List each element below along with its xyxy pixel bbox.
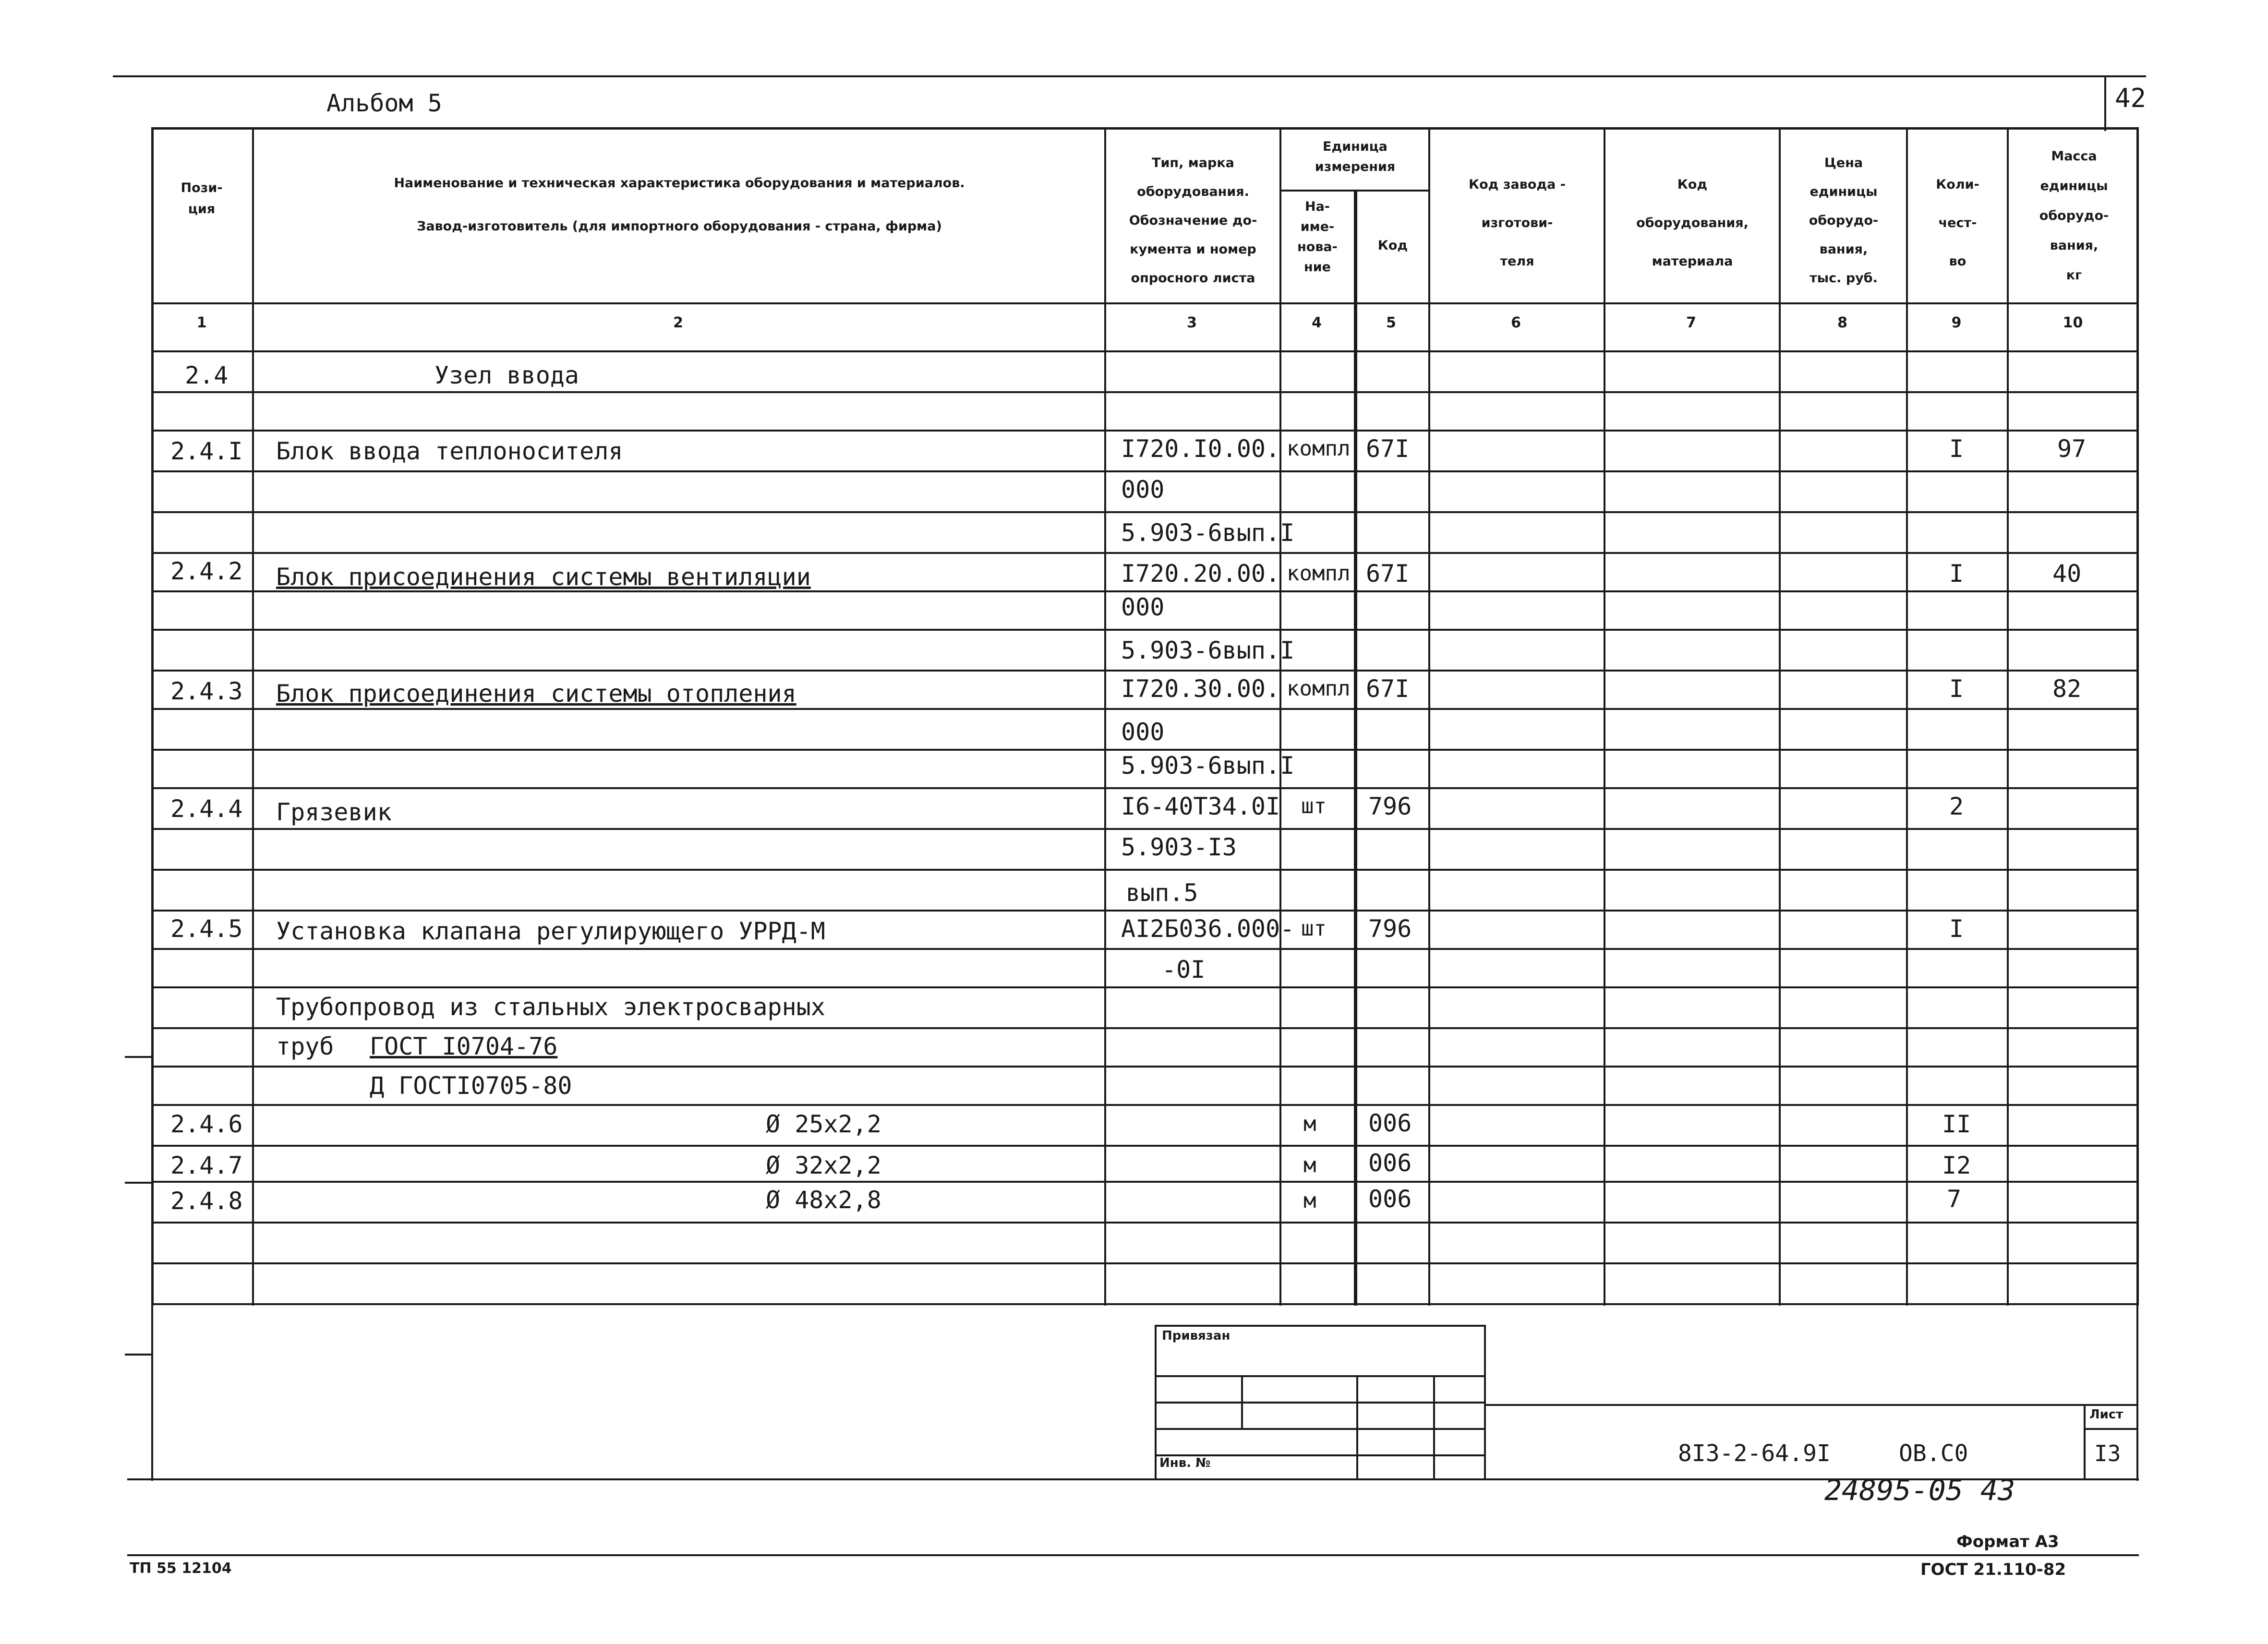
row-code: 006 [1368,1185,1412,1213]
row-line [151,828,2139,830]
row-mass: 40 [2052,560,2082,588]
pipe-title: Трубопровод из стальных электросварных [276,993,825,1021]
row-name: Ø 25х2,2 [766,1110,881,1138]
col-number: 3 [1187,314,1197,331]
row-pos: 2.4.2 [170,557,243,585]
row-name: Блок присоединения системы вентиляции [276,563,811,591]
row-code: 67I [1366,560,1410,588]
col3-header: Тип, марка оборудования. Обозначение до- кумента и номер опросного листа [1129,156,1257,286]
col-line [1354,190,1357,1306]
col8-header: Цена единицы оборудо- вания, тыс. руб. [1809,156,1879,286]
row-unit: компл [1287,676,1351,701]
printer-code: ТП 55 12104 [130,1560,232,1577]
unit-group-header: Единица измерения [1315,139,1396,174]
row-type: I720.20.00. [1121,560,1280,588]
row-unit: м [1303,1153,1316,1177]
sheet-code: ОВ.С0 [1899,1440,1968,1467]
row-line [151,910,2139,912]
row-line [151,430,2139,432]
row-pos: 2.4 [185,361,229,389]
row-line [151,1181,2139,1183]
sheet-number: I3 [2094,1440,2121,1466]
row-type: 000 [1121,718,1165,746]
col10-header: Масса единицы оборудо- вания, кг [2039,149,2109,283]
col-number: 9 [1951,314,1962,331]
row-line [151,1027,2139,1029]
col9-header: Коли- чест- во [1936,177,1979,269]
row-line [151,391,2139,393]
margin-tick [125,1056,151,1058]
row-name: Блок присоединения системы отопления [276,680,796,708]
row-line [151,629,2139,631]
row-code: 006 [1368,1109,1412,1137]
format-label: Формат А3 [1956,1532,2059,1551]
col5-header: Код [1377,238,1408,253]
inventory-label: Инв. № [1159,1456,1211,1470]
row-type: вып.5 [1126,879,1198,907]
col2-header-line1: Наименование и техническая характеристика оборудования и материалов. [394,176,965,191]
stamp-col [1356,1375,1358,1478]
row-type: 5.903-6вып.I [1121,752,1295,780]
album-label: Альбом 5 [326,89,442,117]
row-qty: I2 [1942,1152,1971,1179]
row-pos: 2.4.7 [170,1152,243,1179]
row-line [151,1222,2139,1224]
row-line [151,1145,2139,1147]
stamp-line [1155,1428,1486,1430]
table-bottom [151,1303,2139,1305]
row-line [151,787,2139,789]
pipe-gost: ГОСТ I0704-76 [370,1032,558,1060]
row-unit: шт [1301,794,1327,818]
row-name: Узел ввода [434,361,579,389]
row-line [151,470,2139,472]
row-name: Блок ввода теплоносителя [276,437,623,465]
row-type: АI2Б036.000- [1121,915,1295,943]
row-qty: I [1949,915,1964,943]
row-line [151,670,2139,672]
row-type: I6-40Т34.0I [1121,792,1280,820]
col4-header: На- име- нова- ние [1297,199,1338,275]
row-qty: I [1949,560,1964,588]
row-pos: 2.4.5 [170,915,243,943]
footer-rule [127,1554,2139,1556]
row-line [151,708,2139,710]
top-right-rule [2104,75,2106,131]
title-block-top [1486,1404,2136,1406]
row-line [151,948,2139,950]
row-code: 67I [1366,675,1410,703]
col-number: 10 [2063,314,2083,331]
row-line [151,511,2139,513]
row-name: Ø 48х2,8 [766,1186,881,1214]
row-qty: I [1949,435,1964,463]
row-code: 796 [1368,915,1412,943]
col-number: 5 [1386,314,1396,331]
margin-tick [125,1354,151,1356]
handwritten-number: 24895-05 43 [1824,1474,2015,1507]
row-line [151,1104,2139,1106]
row-name: Грязевик [276,798,392,826]
pipe-gost: Д ГОСТI0705-80 [370,1072,572,1100]
frame-right [2136,1303,2138,1481]
row-qty: 2 [1949,792,1964,820]
row-type: 5.903-I3 [1121,833,1237,861]
col-number: 2 [673,314,683,331]
row-unit: шт [1301,916,1327,941]
col2-header-line2: Завод-изготовитель (для импортного оборудования - страна, фирма) [417,219,942,234]
col6-header: Код завода - изготови- теля [1469,177,1566,269]
row-type: I720.30.00. [1121,675,1280,703]
stamp-col [1433,1375,1435,1478]
row-pos: 2.4.8 [170,1187,243,1215]
row-code: 796 [1368,792,1412,820]
col-number: 1 [196,314,207,331]
row-line [151,749,2139,751]
row-unit: м [1303,1112,1316,1136]
numbers-bottom [151,350,2139,352]
row-type: 5.903-6вып.I [1121,519,1295,547]
row-line [151,986,2139,988]
pipe-title: труб [276,1032,334,1060]
row-line [151,552,2139,554]
row-pos: 2.4.I [170,437,243,465]
sheet-divider [2084,1428,2136,1430]
top-rule [113,75,2146,77]
row-mass: 97 [2057,435,2087,463]
row-unit: компл [1287,561,1351,586]
sheet-col [2084,1404,2086,1478]
col7-header: Код оборудования, материала [1636,177,1749,269]
row-line [151,869,2139,871]
col-number: 7 [1686,314,1696,331]
row-type: -0I [1162,956,1206,984]
row-line [151,1066,2139,1068]
page-number: 42 [2115,83,2147,113]
row-qty: II [1942,1110,1971,1138]
privyazan-label: Привязан [1162,1329,1231,1343]
row-type: 000 [1121,476,1165,504]
col-number: 6 [1511,314,1521,331]
row-line [151,1262,2139,1264]
header-unit-divider [1279,190,1428,192]
stamp-col [1241,1375,1243,1428]
col-number: 4 [1312,314,1322,331]
row-type: I720.I0.00. [1121,435,1280,463]
frame-left [151,1303,153,1481]
row-type: 000 [1121,593,1165,621]
header-bottom [151,302,2139,304]
row-name: Ø 32х2,2 [766,1152,881,1179]
row-unit: м [1303,1188,1316,1213]
sheet-label: Лист [2089,1407,2123,1422]
row-mass: 82 [2052,675,2082,703]
stamp-line [1155,1402,1486,1404]
row-qty: I [1949,675,1964,703]
row-type: 5.903-6вып.I [1121,636,1295,664]
row-code: 67I [1366,435,1410,463]
row-code: 006 [1368,1149,1412,1177]
row-unit: компл [1287,436,1351,461]
col-number: 8 [1837,314,1847,331]
document-code: 8I3-2-64.9I [1678,1440,1831,1467]
col1-header: Пози- ция [181,180,223,216]
gost-label: ГОСТ 21.110-82 [1920,1560,2066,1579]
row-pos: 2.4.3 [170,677,243,705]
row-pos: 2.4.6 [170,1110,243,1138]
row-name: Установка клапана регулирующего УРРД-М [276,917,825,945]
stamp-line [1155,1375,1486,1377]
row-pos: 2.4.4 [170,795,243,823]
margin-tick [125,1182,151,1184]
row-qty: 7 [1947,1185,1962,1213]
